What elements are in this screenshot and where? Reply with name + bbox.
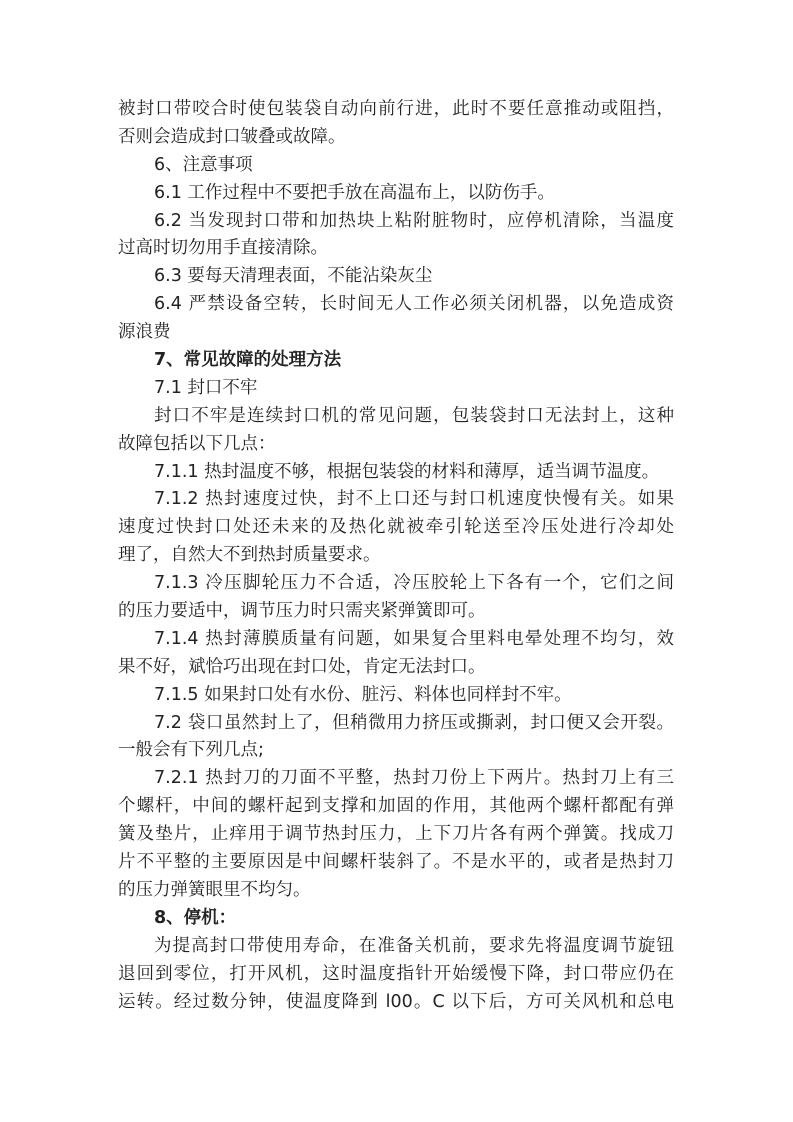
section-heading	[118, 347, 674, 375]
paragraph	[118, 263, 674, 291]
text-line: 7.1.2 热封速度过快，封不上口还与封口机速度快慢有关。如果	[154, 489, 674, 510]
text-line: 7.2 袋口虽然封上了，但稍微用力挤压或撕剥，封口便又会开裂。	[154, 712, 674, 733]
text-line: 的压力弹簧眼里不均匀。	[118, 879, 311, 900]
text-line: 故障包括以下几点：	[118, 433, 276, 454]
paragraph	[118, 291, 674, 347]
text-line: 速度过快封口处还未来的及热化就被牵引轮送至冷压处进行冷却处	[118, 517, 674, 538]
text-line: 为提高封口带使用寿命，在准备关机前，要求先将温度调节旋钮	[154, 935, 674, 956]
text-line: 7、常见故障的处理方法	[154, 350, 342, 371]
paragraph	[118, 375, 674, 403]
text-line: 6.1 工作过程中不要把手放在高温布上，以防伤手。	[154, 182, 555, 203]
text-line: 果不好，斌恰巧出现在封口处，肯定无法封口。	[118, 656, 486, 677]
text-line: 7.1.5 如果封口处有水份、脏污、料体也同样封不牢。	[154, 684, 572, 705]
text-line: 片不平整的主要原因是中间螺杆装斜了。不是水平的，或者是热封刀	[118, 852, 674, 873]
paragraph	[118, 486, 674, 570]
text-line: 理了，自然大不到热封质量要求。	[118, 545, 381, 566]
text-line: 运转。经过数分钟，使温度降到 l00。C 以下后，方可关风机和总电	[118, 991, 674, 1012]
paragraph	[118, 180, 674, 208]
text-line: 个螺杆，中间的螺杆起到支撑和加固的作用，其他两个螺杆都配有弹	[118, 796, 674, 817]
text-line: 源浪费	[118, 322, 171, 343]
paragraph	[118, 765, 674, 904]
paragraph	[118, 682, 674, 710]
text-line: 7.1.1 热封温度不够，根据包装袋的材料和薄厚，适当调节温度。	[154, 461, 660, 482]
text-line: 7.1.4 热封薄膜质量有问题，如果复合里料电晕处理不均匀，效	[154, 628, 674, 649]
paragraph	[118, 459, 674, 487]
text-line: 7.1.3 冷压脚轮压力不合适，冷压胶轮上下各有一个，它们之间	[154, 573, 674, 594]
text-line: 被封口带咬合时使包装袋自动向前行进，此时不要任意推动或阻挡，	[118, 99, 674, 119]
text-line: 否则会造成封口皱叠或故障。	[118, 126, 346, 147]
paragraph	[118, 96, 674, 152]
text-line: 8、停机：	[154, 907, 237, 928]
text-line: 7.2.1 热封刀的刀面不平整，热封刀份上下两片。热封刀上有三	[154, 768, 674, 789]
text-line: 一般会有下列几点;	[118, 740, 264, 761]
paragraph	[118, 152, 674, 180]
paragraph	[118, 208, 674, 264]
text-line: 退回到零位，打开风机，这时温度指针开始缓慢下降，封口带应仍在	[118, 963, 674, 984]
text-line: 6.4 严禁设备空转，长时间无人工作必须关闭机器，以免造成资	[154, 294, 674, 315]
text-line: 6.2 当发现封口带和加热块上粘附脏物时，应停机清除，当温度	[154, 210, 674, 231]
text-line: 封口不牢是连续封口机的常见问题，包装袋封口无法封上，这种	[154, 405, 674, 426]
text-line: 6、注意事项	[154, 154, 253, 175]
section-heading	[118, 905, 674, 933]
text-line: 的压力要适中，调节压力时只需夹紧弹簧即可。	[118, 601, 486, 622]
text-line: 6.3 要每天清理表面，不能沾染灰尘	[154, 266, 433, 287]
document-body	[118, 96, 674, 1016]
paragraph	[118, 710, 674, 766]
paragraph	[118, 933, 674, 1017]
text-line: 7.1 封口不牢	[154, 377, 258, 398]
paragraph	[118, 570, 674, 626]
text-line: 簧及垫片，止痒用于调节热封压力，上下刀片各有两个弹簧。找成刀	[118, 824, 674, 845]
paragraph	[118, 403, 674, 459]
paragraph	[118, 626, 674, 682]
text-line: 过高时切勿用手直接清除。	[118, 238, 328, 259]
